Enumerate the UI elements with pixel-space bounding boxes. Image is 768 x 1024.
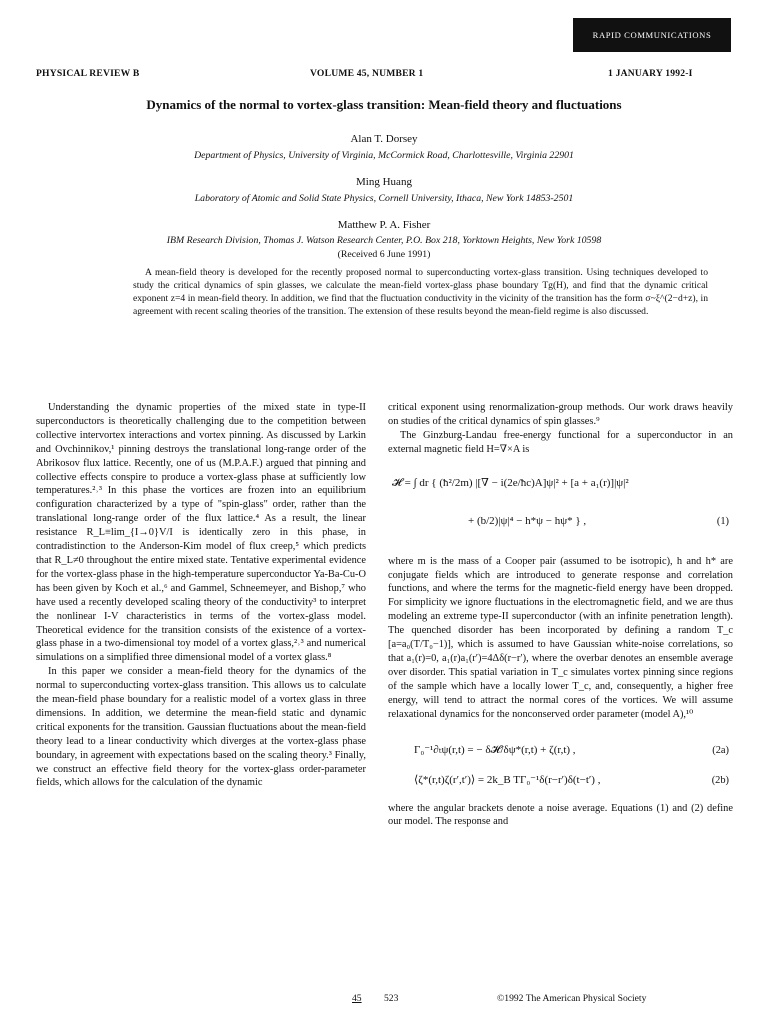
author-name: Ming Huang (356, 176, 412, 188)
equation-1-number: (1) (716, 515, 729, 527)
equation-1 (388, 463, 733, 547)
equation-2b-number: (2b) (711, 774, 729, 786)
body-paragraph: The Ginzburg-Landau free-energy functional for a superconductor in an external magnetic field H=∇×A is (388, 429, 733, 455)
equation-1-line-1: 𝓗 = ∫ dr { (ħ²/2m) |[∇ − i(2e/ħc)A]ψ|² + [a + a₁(r)]|ψ|² (392, 476, 629, 489)
paper-title: Dynamics of the normal to vortex-glass transition: Mean-field theory and fluctuations (146, 97, 622, 112)
received-date: (Received 6 June 1991) (337, 249, 431, 260)
author-name: Matthew P. A. Fisher (337, 219, 431, 231)
page-number: 523 (384, 993, 399, 1004)
body-paragraph: where the angular brackets denote a noise average. Equations (1) and (2) define our model. The response and (388, 802, 733, 828)
equation-2 (388, 730, 733, 796)
author-name: Alan T. Dorsey (350, 133, 418, 145)
author-affiliation: Laboratory of Atomic and Solid State Physics, Cornell University, Ithaca, New York 14853-2501 (194, 193, 574, 204)
footer-volume: 45 (352, 993, 362, 1004)
body-paragraph: critical exponent using renormalization-group methods. Our work draws heavily on studies of the critical dynamics of spin glasses.⁹ (388, 402, 733, 427)
volume-number: VOLUME 45, NUMBER 1 (310, 68, 424, 79)
journal-name: PHYSICAL REVIEW B (36, 68, 140, 79)
equation-2b: ⟨ζ*(r,t)ζ(r′,t′)⟩ = 2k_B TΓ₀⁻¹δ(r−r′)δ(t−t′) , (414, 773, 601, 786)
body-paragraph: Understanding the dynamic properties of the mixed state in type-II superconductors is theoretically challenging due to the competition between collective intervortex interactions and vortex pinning. As discussed by Larkin and Ovchinnikov,¹ pinning destroys the translational long-range order of the Abrikosov flux lattice. Recently, one of us (M.P.A.F.) argued that pinning and collective effects conspire to produce a vortex-glass phase at sufficiently low temperatures.²˒³ In this phase the vortices are frozen into an equilibrium configuration characterized by a type of "spin-glass" order, rather than the translational long-range order of the flux lattice.⁴ As a result, the linear resistance R_L≡lim_{I→0}V/I is identically zero in this phase, in contradistinction to the Anderson-Kim model of flux creep,⁵ which predicts that R_L≠0 throughout the entire mixed state. Tentative experimental evidence for the vortex-glass phase in the high-temperature superconductor Ya-Ba-Cu-O has been given by Koch et al.,⁶ and Gammel, Schneemeyer, and Bishop,⁷ who have used a recently developed scaling theory of the conductivity³ to interpret the nonlinear I-V characteristics in terms of the vortex-glass model. Theoretical evidence for the transition consists of the existence of a vortex-glass phase in a two-dimensional toy model of a vortex glass,²˒³ and numerical simulations on a simplified three dimensional model of a vortex glass.⁸ (36, 402, 366, 664)
left-column (36, 401, 366, 790)
equation-2a-number: (2a) (712, 744, 729, 756)
author-affiliation: IBM Research Division, Thomas J. Watson Research Center, P.O. Box 218, Yorktown Heights, New York 10598 (166, 235, 602, 246)
body-paragraph: In this paper we consider a mean-field theory for the dynamics of the normal to superconducting vortex-glass transition. This allows us to calculate the mean-field phase boundary for a realistic model of a vortex glass in three dimensions. In addition, we determine the mean-field static and dynamic critical exponents for the transition. Gaussian fluctuations about the mean-field theory lead to a linear conductivity which diverges at the vortex-glass phase boundary, in agreement with expectations based on the scaling theory.³ Finally, we construct an effective field theory for the vortex-glass order-parameter fields, which allows for the calculation of the dynamic (36, 666, 366, 789)
body-paragraph: where m is the mass of a Cooper pair (assumed to be isotropic), h and h* are conjugate fields which are introduced to generate response and correlation functions, and where the terms for the magnetic-field energy have been dropped. For simplicity we ignore fluctuations in the electromagnetic field, and we are thus modeling an extreme type-II superconductor (with an infinite penetration length). The quenched disorder has been incorporated by defining a random T_c [a=a₀(T/T₀−1)], which is assumed to have Gaussian white-noise correlations, so that a₁(r)=0, a₁(r)a₁(r′)=4Δδ(r−r′), where the overbar denotes an ensemble average over disorder. This spatial variation in T_c simulates vortex pinning since regions of the sample which have a locally lower T_c, and, consequently, a higher free energy, will tend to attract the normal cores of the vortices. We will assume relaxational dynamics for the nonconserved order parameter (model A),¹⁰ (388, 555, 733, 720)
copyright: ©1992 The American Physical Society (497, 993, 647, 1004)
abstract-text: A mean-field theory is developed for the recently proposed normal to superconducting vortex-glass transition. Using techniques developed to study the critical dynamics of spin glasses, we calculate the mean-field vortex-glass phase boundary Tg(H), and find that the dynamic critical exponent z=4 in mean-field theory. In addition, we find that the fluctuation conductivity in the vicinity of the transition has the form σ~ξ^(2−d+z), in agreement with recent scaling theories of the transition. The extension of these results beyond the mean-field regime is also discussed. (133, 267, 708, 318)
equation-1-line-2: + (b/2)|ψ|⁴ − h*ψ − hψ* } , (468, 514, 587, 527)
author-affiliation: Department of Physics, University of Virginia, McCormick Road, Charlottesville, Virginia 22901 (194, 150, 574, 161)
equation-2a: Γ₀⁻¹∂ₜψ(r,t) = − δ𝓗/δψ*(r,t) + ζ(r,t) , (414, 743, 576, 756)
right-column (388, 401, 733, 829)
rapid-communications-banner: RAPID COMMUNICATIONS (573, 18, 731, 52)
abstract (133, 266, 708, 318)
issue-date: 1 JANUARY 1992-I (608, 68, 693, 79)
